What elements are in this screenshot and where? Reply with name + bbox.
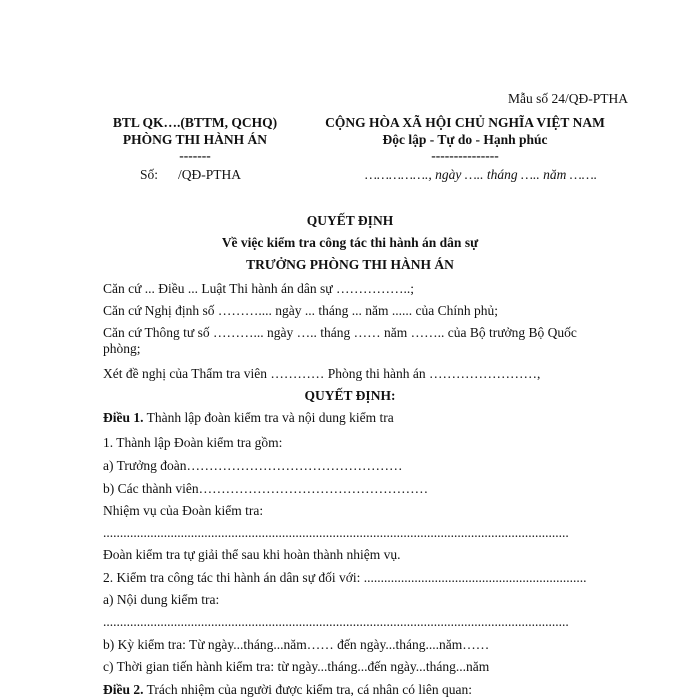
article-1-heading bbox=[103, 410, 394, 426]
proposal-basis: Xét đề nghị của Thẩm tra viên ………… Phòng thi hành án ……………………, bbox=[103, 366, 541, 381]
article-2-heading bbox=[103, 682, 472, 698]
legal-basis-decree: Căn cứ Nghị định số ……….... ngày ... tháng ... năm ...... của Chính phủ; bbox=[103, 303, 499, 318]
inspection-content-dotted-line: .......................................................................................................................................... bbox=[103, 614, 569, 629]
national-divider: --------------- bbox=[431, 148, 499, 163]
decision-number-value: /QĐ-PTHA bbox=[178, 167, 241, 182]
team-leader-line: a) Trưởng đoàn………………………………………… bbox=[103, 458, 403, 473]
inspection-time: c) Thời gian tiến hành kiểm tra: từ ngày...tháng...đến ngày...tháng...năm bbox=[103, 659, 490, 674]
inspection-period: b) Kỳ kiểm tra: Từ ngày...tháng...năm…… đến ngày...tháng....năm…… bbox=[103, 637, 490, 652]
legal-basis-law: Căn cứ ... Điều ... Luật Thi hành án dân sự ……………..; bbox=[103, 281, 414, 296]
mission-label: Nhiệm vụ của Đoàn kiểm tra: bbox=[103, 503, 264, 518]
article-2-label: Điều 2. bbox=[103, 682, 144, 697]
national-title: CỘNG HÒA XÃ HỘI CHỦ NGHĨA VIỆT NAM bbox=[325, 115, 605, 130]
dissolution-note: Đoàn kiểm tra tự giải thể sau khi hoàn thành nhiệm vụ. bbox=[103, 547, 401, 562]
issuing-authority: TRƯỞNG PHÒNG THI HÀNH ÁN bbox=[246, 257, 454, 272]
org-name-line1: BTL QK….(BTTM, QCHQ) bbox=[112, 115, 278, 130]
mission-dotted-line: .......................................................................................................................................... bbox=[103, 525, 569, 540]
article-2-text: Trách nhiệm của người được kiểm tra, cá nhân có liên quan: bbox=[143, 682, 472, 697]
decision-subject: Về việc kiểm tra công tác thi hành án dân sự bbox=[221, 235, 479, 250]
article-1-text: Thành lập đoàn kiểm tra và nội dung kiểm tra bbox=[143, 410, 394, 425]
decision-heading: QUYẾT ĐỊNH: bbox=[304, 388, 396, 403]
article-1-item-2: 2. Kiểm tra công tác thi hành án dân sự đối với: .................................................................. bbox=[103, 570, 587, 585]
org-name-line2: PHÒNG THI HÀNH ÁN bbox=[122, 132, 268, 147]
place-date-line: ……………., ngày ….. tháng ….. năm ……. bbox=[365, 167, 598, 182]
org-divider: ------- bbox=[179, 148, 211, 163]
decision-number-label: Số: bbox=[140, 167, 159, 182]
national-motto: Độc lập - Tự do - Hạnh phúc bbox=[382, 132, 548, 147]
decision-title: QUYẾT ĐỊNH bbox=[306, 213, 394, 228]
inspection-content-label: a) Nội dung kiểm tra: bbox=[103, 592, 220, 607]
article-1-item-1: 1. Thành lập Đoàn kiểm tra gồm: bbox=[103, 435, 283, 450]
legal-basis-circular: Căn cứ Thông tư số ………... ngày ….. tháng …… năm …….. của Bộ trưởng Bộ Quốc phòng; bbox=[103, 325, 577, 356]
form-number: Mẫu số 24/QĐ-PTHA bbox=[508, 91, 628, 106]
team-members-line: b) Các thành viên…………………………………………… bbox=[103, 481, 429, 496]
article-1-label: Điều 1. bbox=[103, 410, 144, 425]
